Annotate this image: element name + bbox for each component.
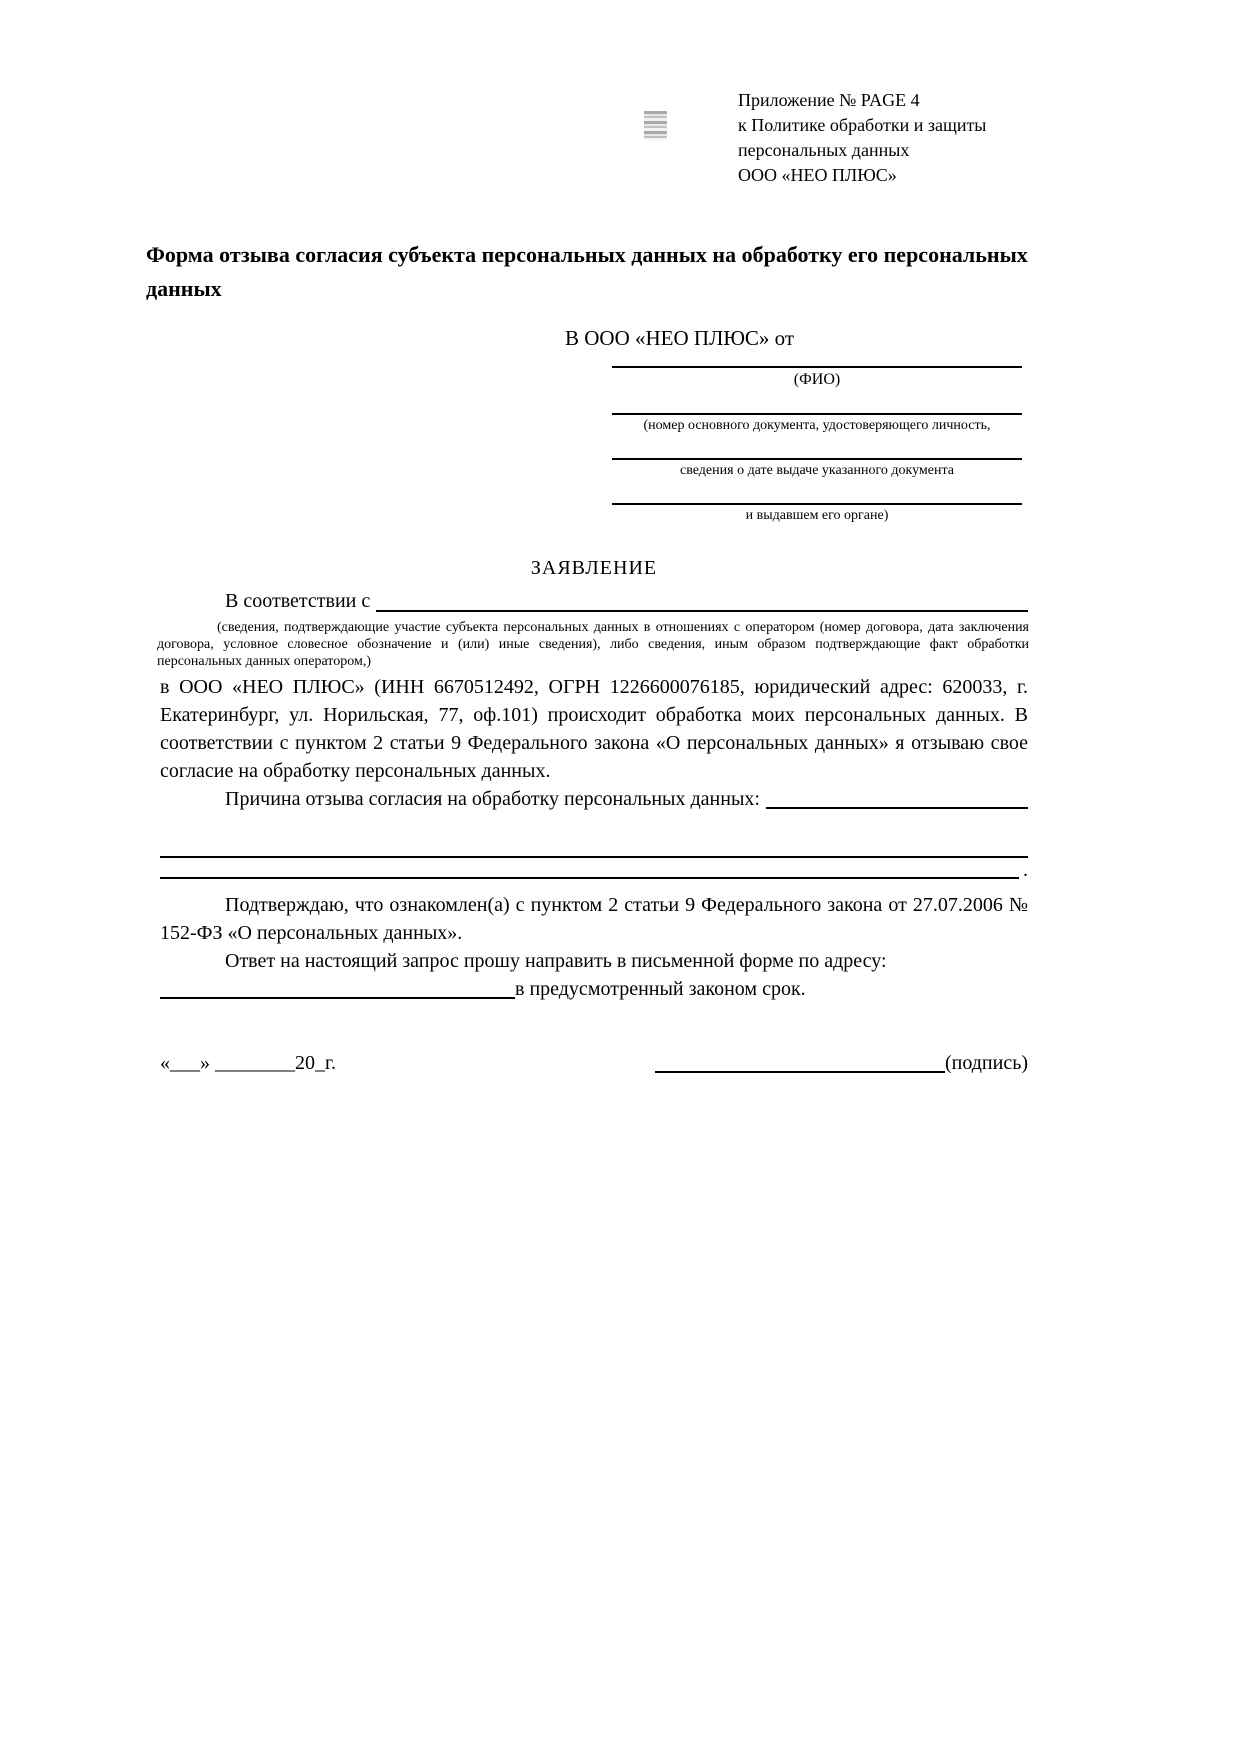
addressee-line: В ООО «НЕО ПЛЮС» от [565, 326, 795, 350]
reason-blank-line-3-period: . [1023, 859, 1028, 881]
withdrawal-paragraph: в ООО «НЕО ПЛЮС» (ИНН 6670512492, ОГРН 1226600076185, юридический адрес: 620033, г. Екатеринбург, ул. Норильская, 77, оф.101) происходит обработка моих персональных данных. В соответствии с пунктом 2 статьи 9 Федерального закона «О персональных данных» я отзываю свое согласие на обработку персональных данных. [160, 676, 1028, 782]
document-number-field-caption: (номер основного документа, удостоверяющего личность, [643, 418, 991, 433]
issuing-authority-field-caption: и выдавшем его органе) [745, 508, 889, 523]
date-signature-row [160, 1049, 1028, 1077]
small-blurred-image [644, 111, 667, 140]
fio-field-caption: (ФИО) [793, 371, 841, 388]
reason-blank-line [766, 807, 1028, 809]
signature-caption: (подпись) [944, 1052, 1028, 1074]
date-line: «___» ________20_г. [160, 1052, 336, 1074]
fio-field-line [612, 352, 1022, 368]
document-number-field-line [612, 399, 1022, 415]
appendix-header-line: Приложение № PAGE 4 [738, 90, 920, 110]
reason-blank-line-3-rule [160, 877, 1019, 879]
document-title: Форма отзыва согласия субъекта персональных данных на обработку его персональных данных [146, 242, 1028, 301]
appendix-header-line: ООО «НЕО ПЛЮС» [738, 165, 897, 185]
issuing-authority-field [612, 489, 1022, 525]
issuing-authority-field-line [612, 489, 1022, 505]
addressee-fields [612, 352, 1022, 525]
issue-date-field [612, 444, 1022, 480]
basis-line [160, 586, 1028, 616]
reason-blank-line-3 [160, 858, 1028, 882]
reply-suffix: в предусмотренный законом срок. [515, 978, 806, 1000]
reply-address-blank-line [160, 997, 515, 999]
basis-blank-line [376, 610, 1028, 612]
issue-date-field-caption: сведения о дате выдаче указанного документа [680, 463, 954, 478]
basis-fine-print: (сведения, подтверждающие участие субъекта персональных данных в отношениях с оператором (номер договора, дата заключения договора, условное словесное обозначение и (или) иные сведения), либо сведения, иным образом подтверждающие факт обработки персональных данных оператором,) [157, 620, 1029, 669]
fio-field [612, 352, 1022, 390]
reason-line [160, 785, 1028, 813]
appendix-header [738, 88, 986, 188]
reply-request-line: Ответ на настоящий запрос прошу направить в письменной форме по адресу: [225, 950, 887, 972]
appendix-header-line: персональных данных [738, 140, 910, 160]
appendix-header-line: к Политике обработки и защиты [738, 115, 987, 135]
signature-group [655, 1049, 1028, 1077]
document-number-field [612, 399, 1022, 435]
issue-date-field-line [612, 444, 1022, 460]
reply-address-line [160, 975, 1028, 1003]
statement-body [157, 556, 1029, 1077]
reason-blank-line-2 [160, 835, 1028, 858]
basis-prefix: В соответствии с [225, 590, 371, 612]
statement-heading: ЗАЯВЛЕНИЕ [530, 557, 658, 579]
signature-blank-line [655, 1071, 945, 1073]
confirmation-paragraph: Подтверждаю, что ознакомлен(а) с пунктом 2 статьи 9 Федерального закона от 27.07.2006 № 152-ФЗ «О персональных данных». [160, 894, 1028, 944]
reason-prefix: Причина отзыва согласия на обработку персональных данных: [225, 788, 760, 810]
